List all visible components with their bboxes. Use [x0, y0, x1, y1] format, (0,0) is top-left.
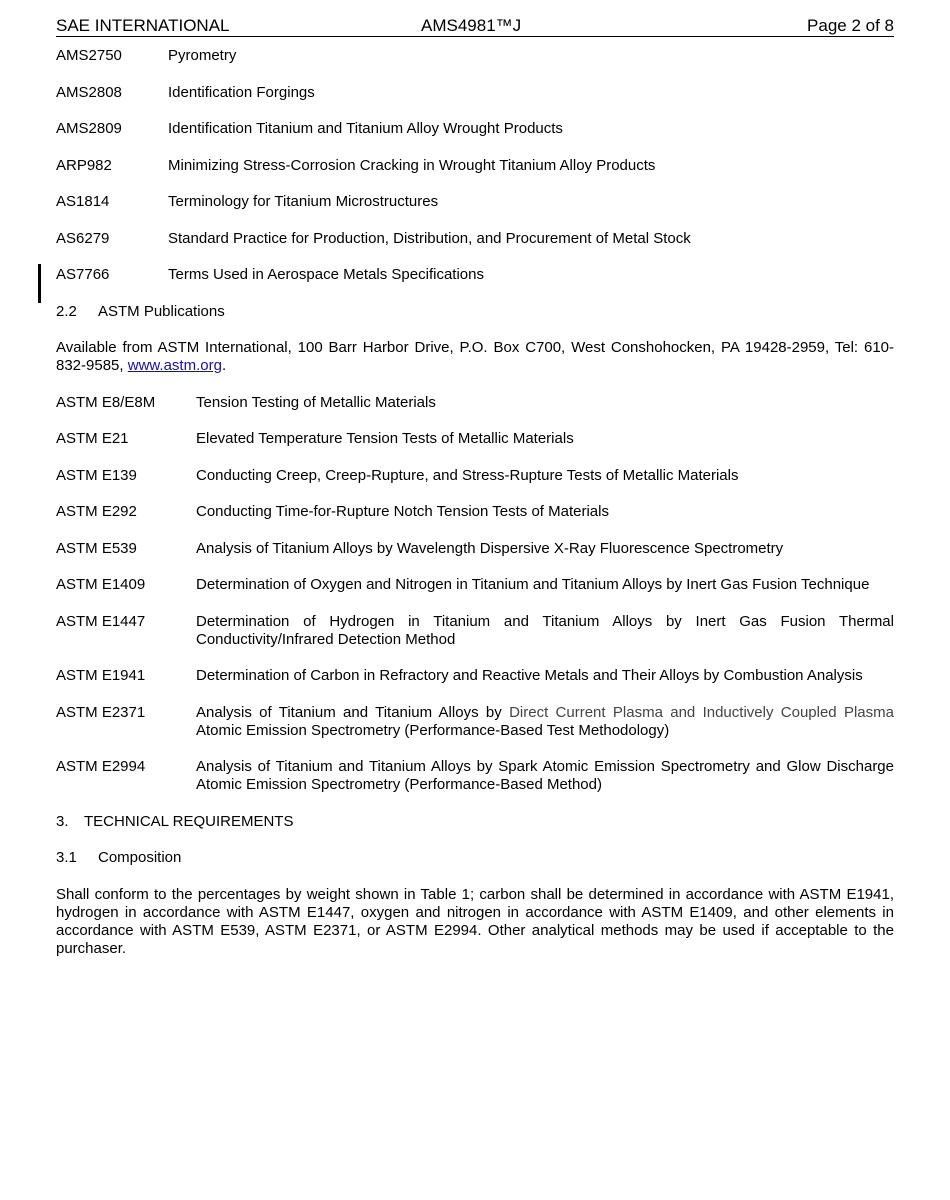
- reference-title: Terminology for Titanium Microstructures: [168, 193, 439, 210]
- astm-title-part: Analysis of Titanium and Titanium Alloys by: [196, 703, 510, 721]
- section-title: TECHNICAL REQUIREMENTS: [84, 812, 294, 830]
- reference-code: AMS2808: [56, 83, 122, 101]
- astm-reference-row: [56, 613, 894, 649]
- astm-title: [196, 704, 894, 740]
- reference-row: [56, 84, 894, 102]
- section-heading-composition: [56, 849, 894, 867]
- astm-title: Determination of Oxygen and Nitrogen in Titanium and Titanium Alloys by Inert Gas Fusion Technique: [196, 576, 870, 593]
- astm-code: ASTM E1409: [56, 576, 146, 593]
- astm-title: Tension Testing of Metallic Materials: [196, 393, 436, 411]
- reference-row: [56, 47, 894, 65]
- header-doc-id: AMS4981™J: [421, 16, 522, 35]
- availability-text: Available from ASTM International, 100 Barr Harbor Drive, P.O. Box C700, West Conshohocken, PA 19428-2959, Tel: 610-832-9585,: [56, 339, 894, 374]
- astm-code: ASTM E2994: [56, 758, 146, 775]
- header-org: SAE INTERNATIONAL: [56, 16, 230, 35]
- revision-change-bar: [38, 264, 41, 303]
- document-body: [56, 47, 894, 976]
- astm-title: Conducting Creep, Creep-Rupture, and Stress-Rupture Tests of Metallic Materials: [196, 466, 739, 484]
- astm-code: ASTM E8/E8M: [56, 393, 156, 411]
- astm-reference-row: [56, 540, 894, 558]
- astm-title-part: Atomic Emission Spectrometry (Performance-Based Test Methodology): [196, 721, 670, 739]
- astm-reference-row: [56, 430, 894, 448]
- availability-end: .: [221, 357, 227, 374]
- reference-code: AMS2750: [56, 47, 122, 64]
- astm-title: Conducting Time-for-Rupture Notch Tension Tests of Materials: [196, 503, 609, 520]
- reference-row: [56, 120, 894, 138]
- astm-title: Determination of Hydrogen in Titanium and Titanium Alloys by Inert Gas Fusion Thermal Conductivity/Infrared Detection Method: [196, 612, 894, 648]
- astm-reference-row: [56, 576, 894, 594]
- reference-row: [56, 230, 894, 248]
- astm-reference-row: [56, 704, 894, 740]
- reference-code: ARP982: [56, 156, 112, 174]
- reference-title: Identification Forgings: [168, 83, 315, 101]
- section-title: ASTM Publications: [98, 302, 225, 320]
- astm-title-part-highlight: Direct Current Plasma and Inductively Coupled Plasma: [509, 703, 894, 721]
- reference-title: Minimizing Stress-Corrosion Cracking in Wrought Titanium Alloy Products: [168, 156, 656, 174]
- astm-code: ASTM E139: [56, 466, 137, 484]
- section-number: 3.1: [56, 849, 77, 866]
- astm-code: ASTM E1941: [56, 667, 146, 684]
- astm-reference-row: [56, 667, 894, 685]
- reference-code: AS1814: [56, 193, 110, 210]
- astm-availability-paragraph: [56, 339, 894, 375]
- reference-row: [56, 157, 894, 175]
- reference-row: [56, 266, 894, 284]
- header-page-number: Page 2 of 8: [807, 16, 894, 35]
- astm-reference-row: [56, 503, 894, 521]
- astm-code: ASTM E1447: [56, 612, 146, 630]
- astm-code: ASTM E292: [56, 503, 137, 520]
- reference-code: AMS2809: [56, 120, 122, 137]
- section-heading-technical: [56, 813, 894, 831]
- composition-paragraph: Shall conform to the percentages by weight shown in Table 1; carbon shall be determined in accordance with ASTM E1941, hydrogen in accordance with ASTM E1447, oxygen and nitrogen in accordance with ASTM E1409, and other elements in accordance with ASTM E539, ASTM E2371, or ASTM E2994. Other analytical methods may be used if acceptable to the purchaser.: [56, 885, 894, 957]
- reference-code: AS7766: [56, 266, 110, 283]
- reference-title: Standard Practice for Production, Distribution, and Procurement of Metal Stock: [168, 229, 691, 247]
- astm-code: ASTM E539: [56, 539, 137, 557]
- astm-reference-row: [56, 758, 894, 794]
- page-header: [56, 16, 894, 37]
- section-number: 2.2: [56, 302, 77, 320]
- section-number: 3.: [56, 812, 69, 830]
- astm-reference-row: [56, 394, 894, 412]
- reference-title: Pyrometry: [168, 47, 237, 64]
- section-title: Composition: [98, 849, 182, 866]
- astm-code: ASTM E21: [56, 430, 129, 447]
- section-heading-astm: [56, 303, 894, 321]
- astm-website-link[interactable]: www.astm.org: [127, 357, 222, 374]
- reference-row: [56, 193, 894, 211]
- astm-reference-row: [56, 467, 894, 485]
- astm-title: Determination of Carbon in Refractory and Reactive Metals and Their Alloys by Combustion Analysis: [196, 667, 863, 684]
- astm-title: Elevated Temperature Tension Tests of Metallic Materials: [196, 430, 574, 447]
- astm-title: Analysis of Titanium Alloys by Wavelength Dispersive X-Ray Fluorescence Spectrometry: [196, 539, 784, 557]
- reference-title: Identification Titanium and Titanium Alloy Wrought Products: [168, 120, 563, 137]
- reference-code: AS6279: [56, 229, 110, 247]
- astm-title: Analysis of Titanium and Titanium Alloys by Spark Atomic Emission Spectrometry and Glow Discharge Atomic Emission Spectrometry (Performance-Based Method): [196, 758, 894, 793]
- reference-title: Terms Used in Aerospace Metals Specifications: [168, 266, 484, 283]
- astm-code: ASTM E2371: [56, 703, 146, 721]
